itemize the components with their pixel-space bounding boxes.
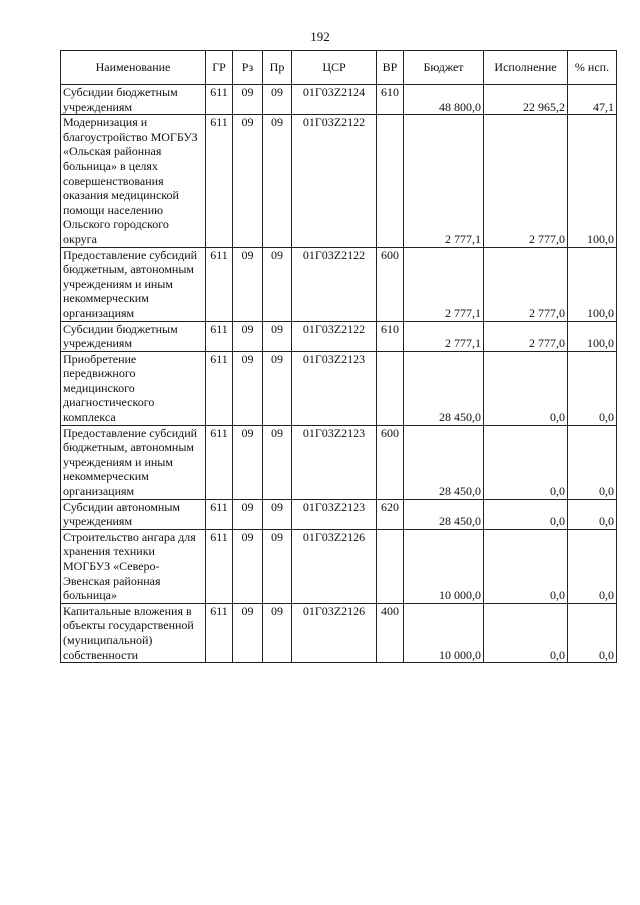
header-percent: % исп.	[568, 51, 617, 85]
cell-csr: 01Г03Z2123	[292, 499, 377, 529]
cell-pr: 09	[263, 115, 292, 247]
cell-csr: 01Г03Z2126	[292, 529, 377, 603]
table-row	[61, 247, 617, 321]
cell-execution: 2 777,0	[484, 321, 568, 351]
cell-vr	[377, 351, 404, 425]
cell-rz: 09	[233, 529, 263, 603]
cell-name: Субсидии бюджетным учреждениям	[61, 321, 206, 351]
cell-gr: 611	[206, 425, 233, 499]
cell-percent: 0,0	[568, 603, 617, 662]
cell-execution: 2 777,0	[484, 247, 568, 321]
cell-execution: 0,0	[484, 499, 568, 529]
cell-csr: 01Г03Z2124	[292, 85, 377, 115]
cell-gr: 611	[206, 603, 233, 662]
cell-pr: 09	[263, 529, 292, 603]
cell-budget: 28 450,0	[404, 425, 484, 499]
table-row	[61, 603, 617, 662]
cell-percent: 0,0	[568, 425, 617, 499]
cell-name: Субсидии бюджетным учреждениям	[61, 85, 206, 115]
cell-gr: 611	[206, 247, 233, 321]
table-row	[61, 85, 617, 115]
cell-name: Модернизация и благоустройство МОГБУЗ «Ольская районная больница» в целях совершенствования оказания медицинской помощи населению Ольского городского округа	[61, 115, 206, 247]
cell-rz: 09	[233, 351, 263, 425]
cell-name: Предоставление субсидий бюджетным, автономным учреждениям и иным некоммерческим организациям	[61, 425, 206, 499]
table-row	[61, 321, 617, 351]
cell-csr: 01Г03Z2122	[292, 321, 377, 351]
cell-pr: 09	[263, 603, 292, 662]
table-row	[61, 425, 617, 499]
cell-percent: 0,0	[568, 529, 617, 603]
cell-execution: 22 965,2	[484, 85, 568, 115]
cell-rz: 09	[233, 321, 263, 351]
cell-execution: 2 777,0	[484, 115, 568, 247]
cell-percent: 0,0	[568, 351, 617, 425]
table-row	[61, 529, 617, 603]
cell-name: Строительство ангара для хранения техники МОГБУЗ «Северо-Эвенская районная больница»	[61, 529, 206, 603]
cell-pr: 09	[263, 85, 292, 115]
cell-vr	[377, 115, 404, 247]
header-execution: Исполнение	[484, 51, 568, 85]
cell-name: Капитальные вложения в объекты государственной (муниципальной) собственности	[61, 603, 206, 662]
cell-rz: 09	[233, 247, 263, 321]
cell-budget: 48 800,0	[404, 85, 484, 115]
cell-budget: 28 450,0	[404, 499, 484, 529]
cell-gr: 611	[206, 529, 233, 603]
header-rz: Рз	[233, 51, 263, 85]
cell-rz: 09	[233, 85, 263, 115]
cell-pr: 09	[263, 247, 292, 321]
cell-rz: 09	[233, 603, 263, 662]
cell-csr: 01Г03Z2123	[292, 351, 377, 425]
budget-execution-table	[60, 50, 617, 663]
cell-vr: 610	[377, 85, 404, 115]
table-row	[61, 351, 617, 425]
cell-gr: 611	[206, 321, 233, 351]
cell-percent: 100,0	[568, 247, 617, 321]
cell-csr: 01Г03Z2122	[292, 247, 377, 321]
cell-vr: 400	[377, 603, 404, 662]
cell-budget: 2 777,1	[404, 321, 484, 351]
cell-vr: 600	[377, 425, 404, 499]
cell-vr: 610	[377, 321, 404, 351]
cell-budget: 2 777,1	[404, 115, 484, 247]
table-row	[61, 115, 617, 247]
table-header-row	[61, 51, 617, 85]
cell-name: Предоставление субсидий бюджетным, автономным учреждениям и иным некоммерческим организациям	[61, 247, 206, 321]
header-pr: Пр	[263, 51, 292, 85]
cell-budget: 10 000,0	[404, 529, 484, 603]
cell-execution: 0,0	[484, 351, 568, 425]
cell-name: Субсидии автономным учреждениям	[61, 499, 206, 529]
cell-rz: 09	[233, 425, 263, 499]
table-row	[61, 499, 617, 529]
cell-rz: 09	[233, 115, 263, 247]
cell-name: Приобретение передвижного медицинского диагностического комплекса	[61, 351, 206, 425]
header-gr: ГР	[206, 51, 233, 85]
page-number: 192	[310, 29, 330, 44]
header-budget: Бюджет	[404, 51, 484, 85]
cell-vr: 600	[377, 247, 404, 321]
cell-percent: 0,0	[568, 499, 617, 529]
cell-execution: 0,0	[484, 603, 568, 662]
cell-vr: 620	[377, 499, 404, 529]
cell-percent: 47,1	[568, 85, 617, 115]
cell-budget: 10 000,0	[404, 603, 484, 662]
cell-budget: 2 777,1	[404, 247, 484, 321]
cell-csr: 01Г03Z2126	[292, 603, 377, 662]
cell-execution: 0,0	[484, 529, 568, 603]
header-csr: ЦСР	[292, 51, 377, 85]
cell-pr: 09	[263, 351, 292, 425]
cell-rz: 09	[233, 499, 263, 529]
header-vr: ВР	[377, 51, 404, 85]
cell-execution: 0,0	[484, 425, 568, 499]
cell-pr: 09	[263, 425, 292, 499]
cell-percent: 100,0	[568, 321, 617, 351]
cell-csr: 01Г03Z2123	[292, 425, 377, 499]
cell-gr: 611	[206, 85, 233, 115]
cell-csr: 01Г03Z2122	[292, 115, 377, 247]
cell-gr: 611	[206, 499, 233, 529]
cell-percent: 100,0	[568, 115, 617, 247]
cell-pr: 09	[263, 321, 292, 351]
header-name: Наименование	[61, 51, 206, 85]
cell-gr: 611	[206, 351, 233, 425]
cell-gr: 611	[206, 115, 233, 247]
cell-vr	[377, 529, 404, 603]
cell-budget: 28 450,0	[404, 351, 484, 425]
cell-pr: 09	[263, 499, 292, 529]
